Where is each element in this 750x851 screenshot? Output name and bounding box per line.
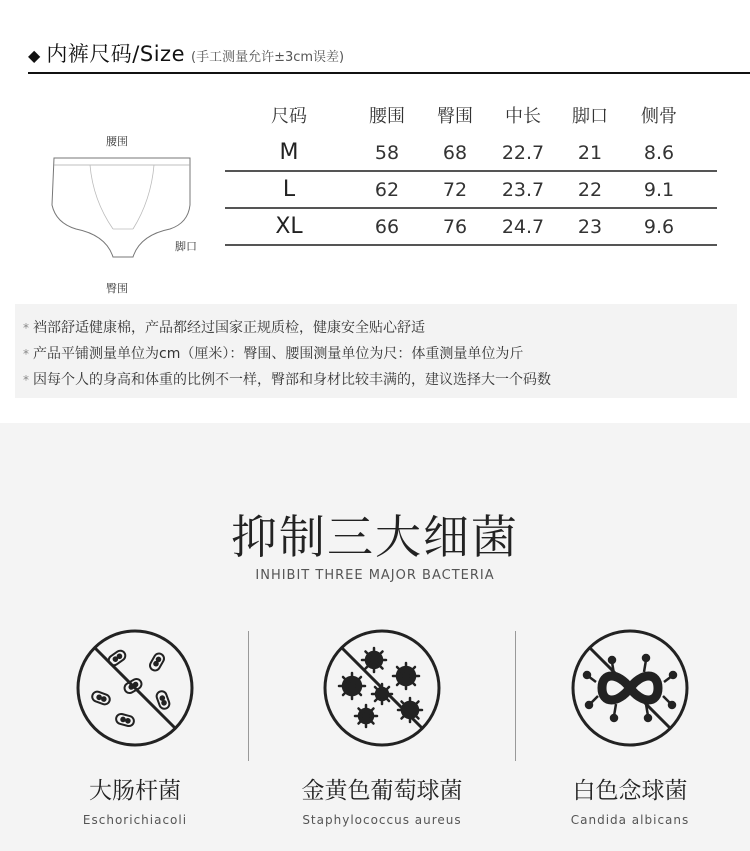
star-icon: * <box>23 373 29 387</box>
waist-label: 腰围 <box>106 135 128 148</box>
bacteria-latin: Candida albicans <box>570 813 690 827</box>
row-waist: 66 <box>374 215 400 238</box>
header-hip: 臀围 <box>437 106 473 127</box>
note-text: 产品平铺测量单位为cm（厘米）：臀围、腰围测量单位为尺：体重测量单位为斤 <box>33 346 524 362</box>
star-icon: * <box>23 347 29 361</box>
row-side: 8.6 <box>643 141 675 164</box>
e-coli-prohibited-icon <box>75 628 195 748</box>
bacteria-section <box>0 423 750 851</box>
size-subtitle: (手工测量允许±3cm误差) <box>191 50 345 65</box>
header-side: 侧骨 <box>641 106 677 127</box>
bacteria-item-staphylococcus <box>282 628 482 827</box>
table-row <box>225 172 717 207</box>
staphylococcus-prohibited-icon <box>322 628 442 748</box>
table-divider <box>225 244 717 246</box>
bacteria-latin: Eschorichiacoli <box>82 813 188 827</box>
bacteria-name: 大肠杆菌 <box>89 778 181 804</box>
note-text: 裆部舒适健康棉，产品都经过国家正规质检，健康安全贴心舒适 <box>33 320 425 336</box>
table-header-row <box>225 95 717 135</box>
row-waist: 62 <box>374 178 400 201</box>
header-length: 中长 <box>505 106 541 127</box>
row-length: 23.7 <box>501 178 545 201</box>
header-divider <box>28 72 750 74</box>
bacteria-name: 白色念球菌 <box>572 778 688 804</box>
table-row <box>225 209 717 244</box>
bacteria-item-ecoli <box>35 628 235 827</box>
star-icon: * <box>23 321 29 335</box>
row-hip: 76 <box>442 215 468 238</box>
note-item <box>23 315 737 341</box>
row-leg: 23 <box>577 215 603 238</box>
column-divider <box>248 631 249 761</box>
notes-box <box>15 304 737 398</box>
row-length: 24.7 <box>501 215 545 238</box>
row-side: 9.6 <box>643 215 675 238</box>
underwear-outline-icon <box>40 125 220 300</box>
note-item <box>23 367 737 393</box>
row-leg: 21 <box>577 141 603 164</box>
bacteria-latin: Staphylococcus aureus <box>302 813 462 827</box>
header-leg: 脚口 <box>572 106 608 127</box>
table-row <box>225 135 717 170</box>
row-side: 9.1 <box>643 178 675 201</box>
note-item <box>23 341 737 367</box>
candida-prohibited-icon <box>570 628 690 748</box>
hip-label: 臀围 <box>106 282 128 295</box>
underwear-diagram <box>40 125 220 300</box>
column-divider <box>515 631 516 761</box>
row-size: L <box>282 177 296 202</box>
row-hip: 68 <box>442 141 468 164</box>
bacteria-name: 金黄色葡萄球菌 <box>301 778 463 804</box>
bacteria-subtitle: INHIBIT THREE MAJOR BACTERIA <box>255 568 495 583</box>
size-title: 内裤尺码/Size <box>46 42 185 66</box>
header-size: 尺码 <box>271 106 307 127</box>
row-leg: 22 <box>577 178 603 201</box>
row-length: 22.7 <box>501 141 545 164</box>
row-size: M <box>279 140 299 165</box>
row-waist: 58 <box>374 141 400 164</box>
bacteria-title: 抑制三大细菌 <box>231 510 519 564</box>
diamond-bullet-icon: ◆ <box>28 46 41 65</box>
bacteria-item-candida <box>530 628 730 827</box>
note-text: 因每个人的身高和体重的比例不一样，臀部和身材比较丰满的，建议选择大一个码数 <box>33 372 551 388</box>
size-header <box>28 38 344 68</box>
size-table <box>225 95 717 246</box>
header-waist: 腰围 <box>369 106 405 127</box>
row-hip: 72 <box>442 178 468 201</box>
row-size: XL <box>275 214 303 239</box>
leg-label: 脚口 <box>175 240 197 253</box>
